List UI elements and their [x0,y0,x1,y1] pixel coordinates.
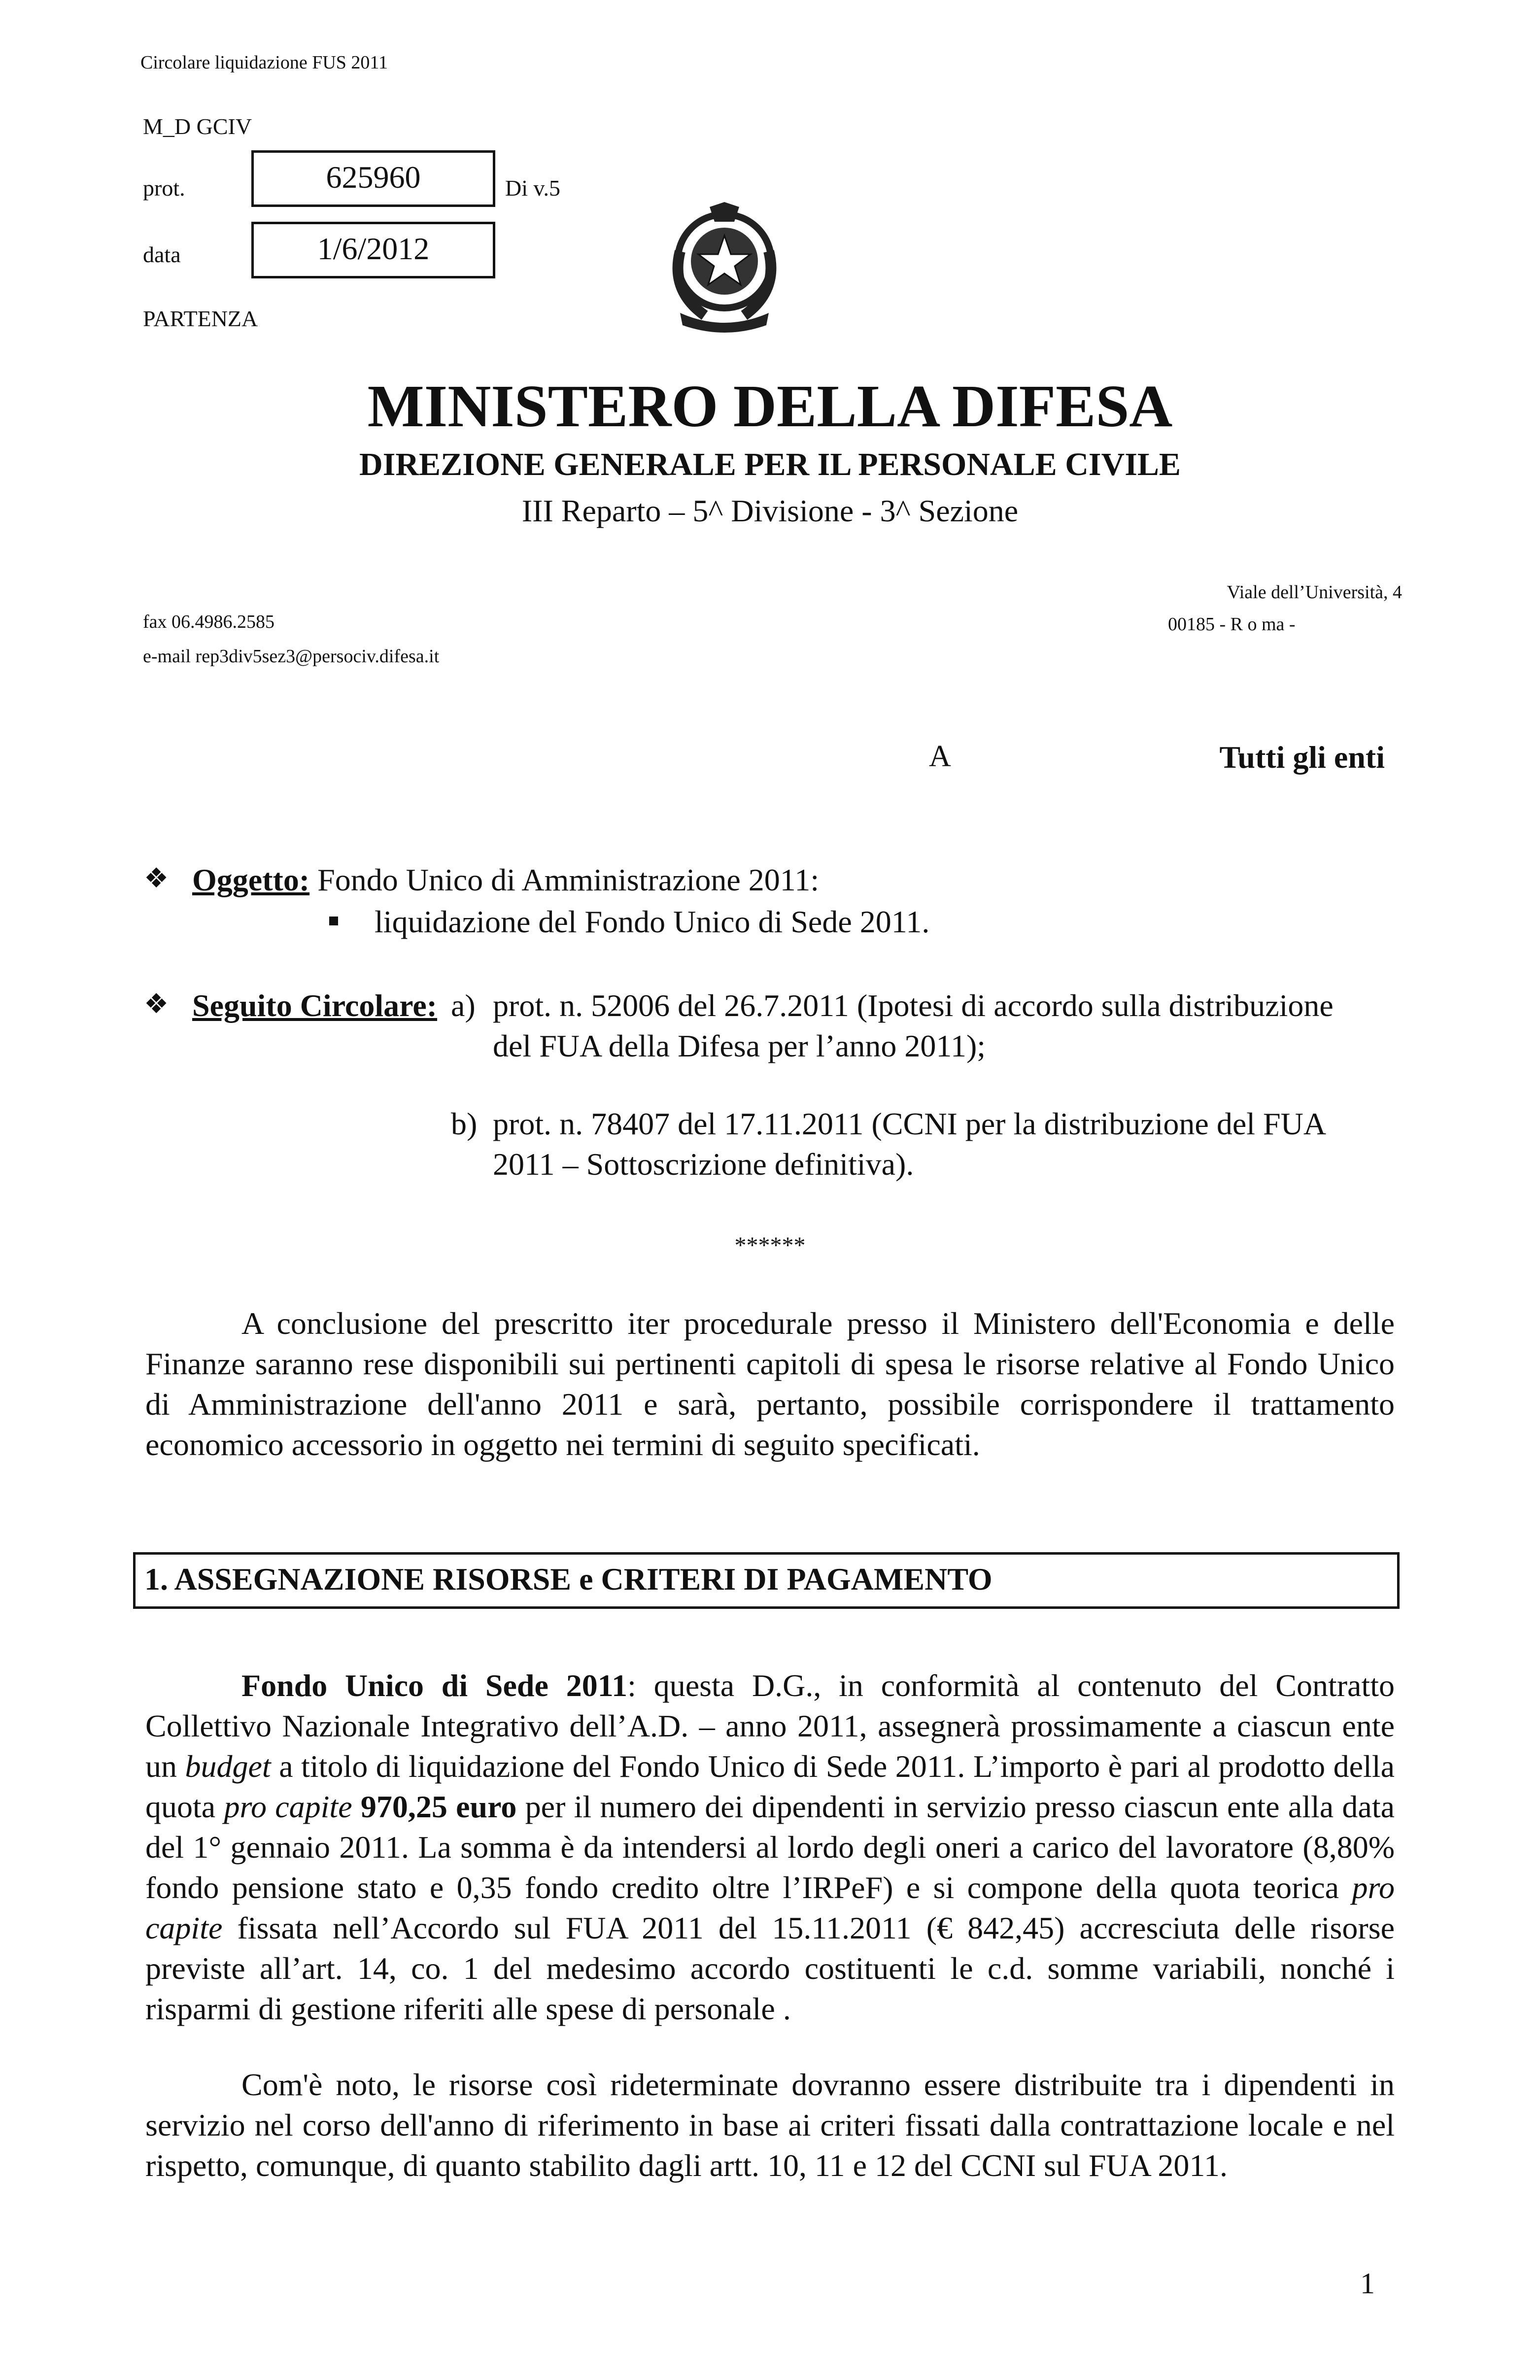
subject-bullet-text: liquidazione del Fondo Unico di Sede 2011. [375,904,930,939]
paragraph-text: fissata nell’Accordo sul FUA 2011 del 15.11.2011 (€ 842,45) accresciuta delle risorse previste all’art. 14, co. 1 del medesimo accordo costituenti le c.d. somme variabili, nonché i risparmi di gestione riferiti alle spese di personale . [145,1910,1395,2026]
prot-label: prot. [143,175,185,201]
office-code: M_D GCIV [143,114,252,139]
paragraph-lead: Fondo Unico di Sede 2011 [241,1668,628,1703]
paragraph-distribution: Com'è noto, le risorse così rideterminate dovranno essere distribuite tra i dipendenti in servizio nel corso dell'anno di riferimento in base ai criteri fissati dalla contrattazione locale e nel rispetto, comunque, di quanto stabilito dagli artt. 10, 11 e 12 del CCNI sul FUA 2011. [145,2067,1395,2183]
section-heading: 1. ASSEGNAZIONE RISORSE e CRITERI DI PAGAMENTO [133,1552,1400,1609]
date-label: data [143,242,181,267]
paragraph-text: a titolo di liquidazione del Fondo Unico di Sede 2011. L’importo è pari al prodotto della quota [145,1749,1395,1824]
paragraph-fondo-unico [145,1666,1395,2029]
direction-title: DIREZIONE GENERALE PER IL PERSONALE CIVILE [359,446,1181,482]
address-street: Viale dell’Università, 4 [1227,582,1402,603]
budget-term: budget [185,1749,271,1784]
address-city: 00185 - R o ma - [1168,614,1296,635]
prot-number-box: 625960 [251,150,495,207]
square-bullet-icon [329,917,338,925]
date-box: 1/6/2012 [251,222,495,278]
intro-paragraph: A conclusione del prescritto iter procedurale presso il Ministero dell'Economia e delle Finanze saranno rese disponibili sui pertinenti capitoli di spesa le risorse relative al Fondo Unico di Amministrazione dell'anno 2011 e sarà, pertanto, possibile corrispondere il trattamento economico accessorio in oggetto nei termini di seguito specificati. [145,1306,1395,1462]
followup-label: Seguito Circolare: [192,988,438,1023]
followup-b-line2: 2011 – Sottoscrizione definitiva). [493,1147,914,1182]
page-number: 1 [1360,2267,1375,2300]
followup-a-marker: a) [451,988,476,1023]
division-label: Di v.5 [505,175,561,201]
email-address[interactable]: e-mail rep3div5sez3@persociv.difesa.it [143,646,440,667]
followup-b-marker: b) [451,1106,478,1141]
subject-label: Oggetto: [192,862,310,897]
pro-capite-term: pro capite [145,1870,1395,1945]
paragraph-text: : questa D.G., in conformità al contenuto del Contratto Collettivo Nazionale Integrativo dell’A.D. – anno 2011, assegnerà prossimamente a ciascun ente un [145,1668,1395,1784]
diamond-bullet-icon: ❖ [144,862,169,894]
fax-number: fax 06.4986.2585 [143,612,275,632]
followup-b-line1: prot. n. 78407 del 17.11.2011 (CCNI per la distribuzione del FUA [493,1106,1327,1141]
partenza-label: PARTENZA [143,306,258,331]
paragraph-text: per il numero dei dipendenti in servizio presso ciascun ente alla data del 1° gennaio 2011. La somma è da intendersi al lordo degli oneri a carico del lavoratore (8,80% fondo pensione stato e 0,35 fondo credito oltre l’IRPeF) e si compone della quota teorica [145,1789,1395,1905]
followup-a-line2: del FUA della Difesa per l’anno 2011); [493,1028,986,1063]
followup-a-line1: prot. n. 52006 del 26.7.2011 (Ipotesi di accordo sulla distribuzione [493,988,1334,1023]
subject-line [192,860,819,900]
running-header: Circolare liquidazione FUS 2011 [140,52,388,73]
recipient-name: Tutti gli enti [1219,740,1385,775]
diamond-bullet-icon: ❖ [144,988,169,1020]
italian-republic-emblem-icon [660,192,788,335]
pro-capite-term: pro capite [224,1789,352,1824]
subject-text: Fondo Unico di Amministrazione 2011: [317,862,820,897]
section-subtitle: III Reparto – 5^ Divisione - 3^ Sezione [521,493,1019,528]
recipient-prefix: A [929,740,951,773]
ministry-title: MINISTERO DELLA DIFESA [367,373,1173,440]
amount-value: 970,25 euro [360,1789,517,1824]
separator: ****** [734,1232,806,1258]
